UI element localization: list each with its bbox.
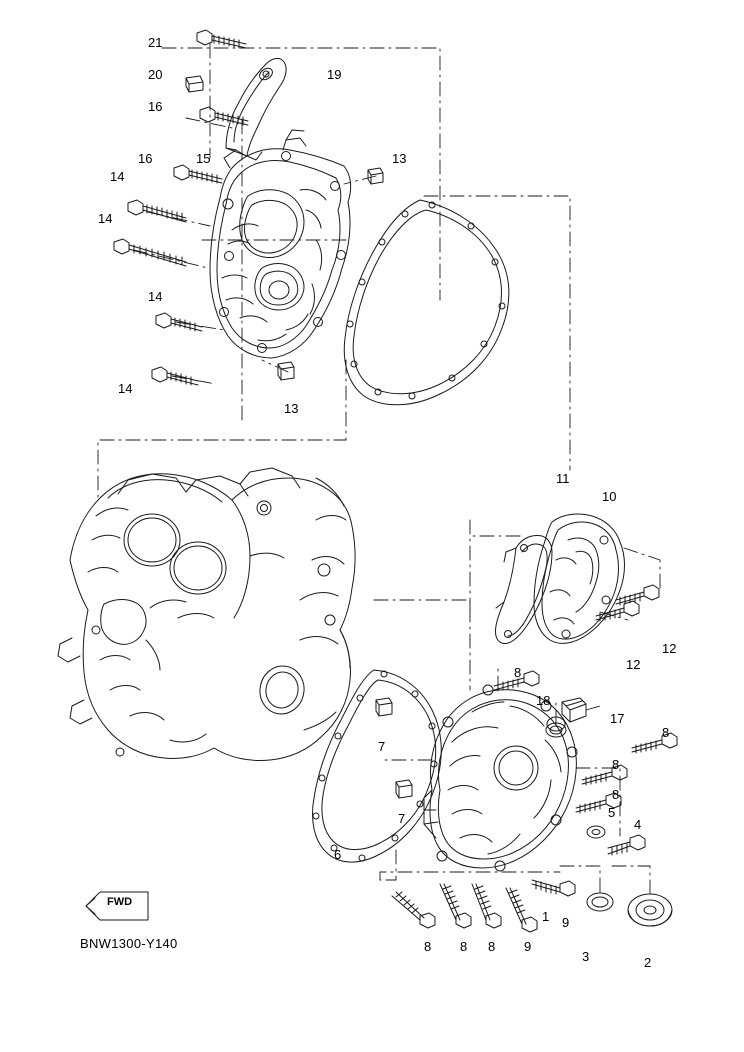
crankcase-cover-gasket-6 [313,670,442,862]
bolt-9b [506,888,537,932]
bolt-16a [200,107,248,125]
callout-11: 11 [556,471,570,486]
callout-2: 2 [644,955,652,970]
callout-19: 19 [327,67,342,82]
washer-20 [186,76,203,92]
callout-7b: 7 [398,811,406,826]
o-ring-3 [587,893,613,911]
callout-14b: 14 [98,211,113,226]
washer-5 [587,826,605,838]
callout-14c: 14 [148,289,163,304]
callout-7a: 7 [378,739,386,754]
bolt-9a [532,880,575,896]
bolt-8f [440,884,471,928]
callout-13a: 13 [392,151,407,166]
assembly-center-lines [98,44,660,894]
bolt-8b [632,733,677,753]
left-crankcase-cover [210,130,351,358]
callout-12b: 12 [626,657,641,672]
callout-8c: 8 [612,757,620,772]
upper-crankcase-gasket [344,200,509,405]
callout-20: 20 [148,67,163,82]
crankcase-cover-right-1 [424,685,577,871]
callout-18: 18 [536,693,551,708]
callout-14a: 14 [110,169,125,184]
dowel-pin-7a [376,698,392,716]
callout-8b: 8 [662,725,670,740]
callout-8d: 8 [612,787,620,802]
callout-1: 1 [542,909,550,924]
callout-9a: 9 [562,915,570,930]
callout-8g: 8 [488,939,496,954]
dowel-pin-7b [396,780,412,798]
bolt-21 [197,30,246,48]
callout-10: 10 [602,489,617,504]
callout-5: 5 [608,805,616,820]
callout-16a: 16 [148,99,163,114]
bolt-14c [156,313,202,331]
callout-8f: 8 [460,939,468,954]
bolt-16b [174,165,222,183]
bolt-8e [392,892,435,928]
bolt-4 [608,835,645,855]
callout-16b: 16 [138,151,153,166]
diagram-part-code: BNW1300-Y140 [80,936,178,951]
callout-21: 21 [148,35,163,50]
bolt-8g [472,884,501,928]
bolt-14d [152,367,198,385]
callout-17: 17 [610,711,625,726]
callout-8e: 8 [424,939,432,954]
cap-2 [628,894,672,926]
callout-6: 6 [334,847,342,862]
callout-15: 15 [196,151,211,166]
bolt-14b [114,239,186,266]
callout-14d: 14 [118,381,133,396]
pump-bracket-11 [495,536,552,644]
callout-8a: 8 [514,665,522,680]
fwd-label: FWD [107,896,133,908]
engine-crankcase-body [58,468,355,761]
cover-bracket-19 [226,58,286,160]
pump-cover-10 [534,514,625,643]
callout-9b: 9 [524,939,532,954]
bolt-12a [616,585,659,605]
callout-4: 4 [634,817,642,832]
callout-13b: 13 [284,401,299,416]
callout-3: 3 [582,949,590,964]
oil-cap-17 [562,698,586,722]
callout-12a: 12 [662,641,677,656]
